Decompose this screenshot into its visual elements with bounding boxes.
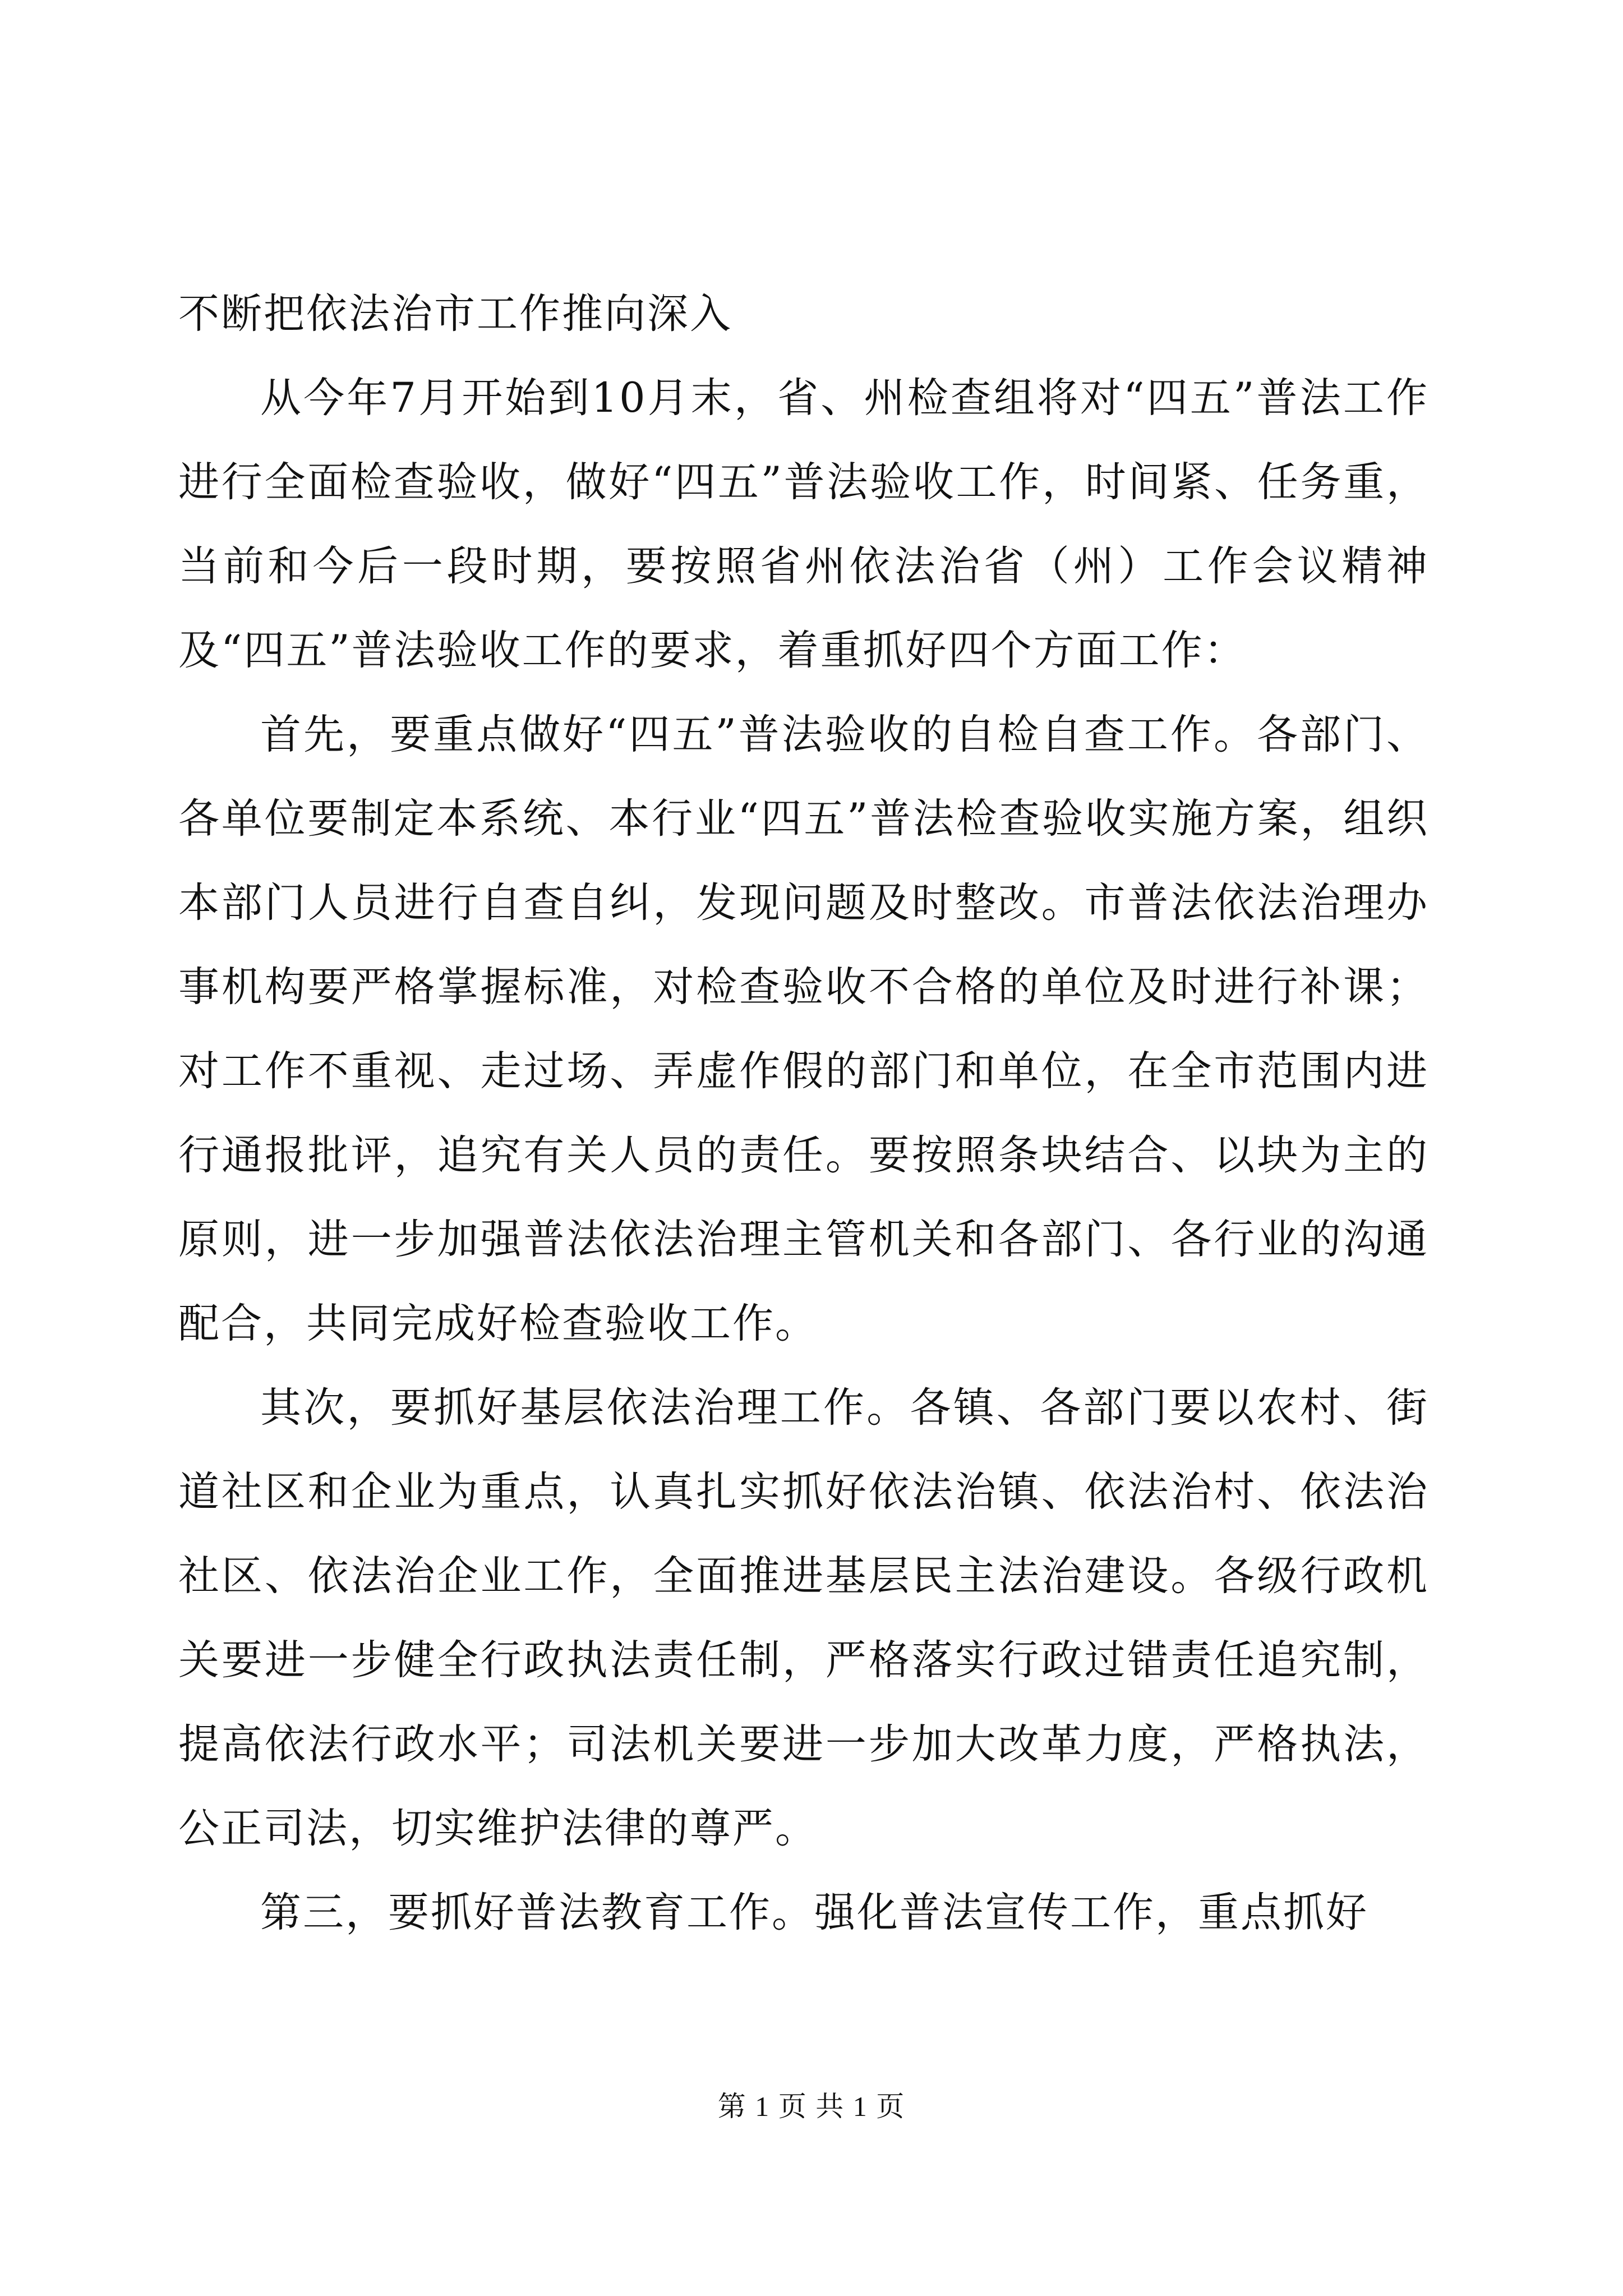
- document-body: [178, 272, 1429, 1955]
- page-number-footer: 第 1 页 共 1 页: [717, 2091, 906, 2122]
- paragraph-intro: 从今年7月开始到10月末，省、州检查组将对“四五”普法工作进行全面检查验收，做好“四五”普法验收工作，时间紧、任务重，当前和今后一段时期，要按照省州依法治省（州）工作会议精神及“四五”普法验收工作的要求，着重抓好四个方面工作：: [178, 374, 1429, 674]
- paragraph-first-point: 首先，要重点做好“四五”普法验收的自检自查工作。各部门、各单位要制定本系统、本行业“四五”普法检查验收实施方案，组织本部门人员进行自查自纠，发现问题及时整改。市普法依法治理办事机构要严格掌握标准，对检查验收不合格的单位及时进行补课；对工作不重视、走过场、弄虚作假的部门和单位，在全市范围内进行通报批评，追究有关人员的责任。要按照条块结合、以块为主的原则，进一步加强普法依法治理主管机关和各部门、各行业的沟通配合，共同完成好检查验收工作。: [178, 711, 1429, 1347]
- document-heading-line: 不断把依法治市工作推向深入: [178, 290, 732, 338]
- paragraph-third-point: 第三，要抓好普法教育工作。强化普法宣传工作，重点抓好: [260, 1889, 1368, 1936]
- paragraph-second-point: 其次，要抓好基层依法治理工作。各镇、各部门要以农村、街道社区和企业为重点，认真扎实抓好依法治镇、依法治村、依法治社区、依法治企业工作，全面推进基层民主法治建设。各级行政机关要进一步健全行政执法责任制，严格落实行政过错责任追究制，提高依法行政水平；司法机关要进一步加大改革力度，严格执法，公正司法，切实维护法律的尊严。: [178, 1384, 1429, 1852]
